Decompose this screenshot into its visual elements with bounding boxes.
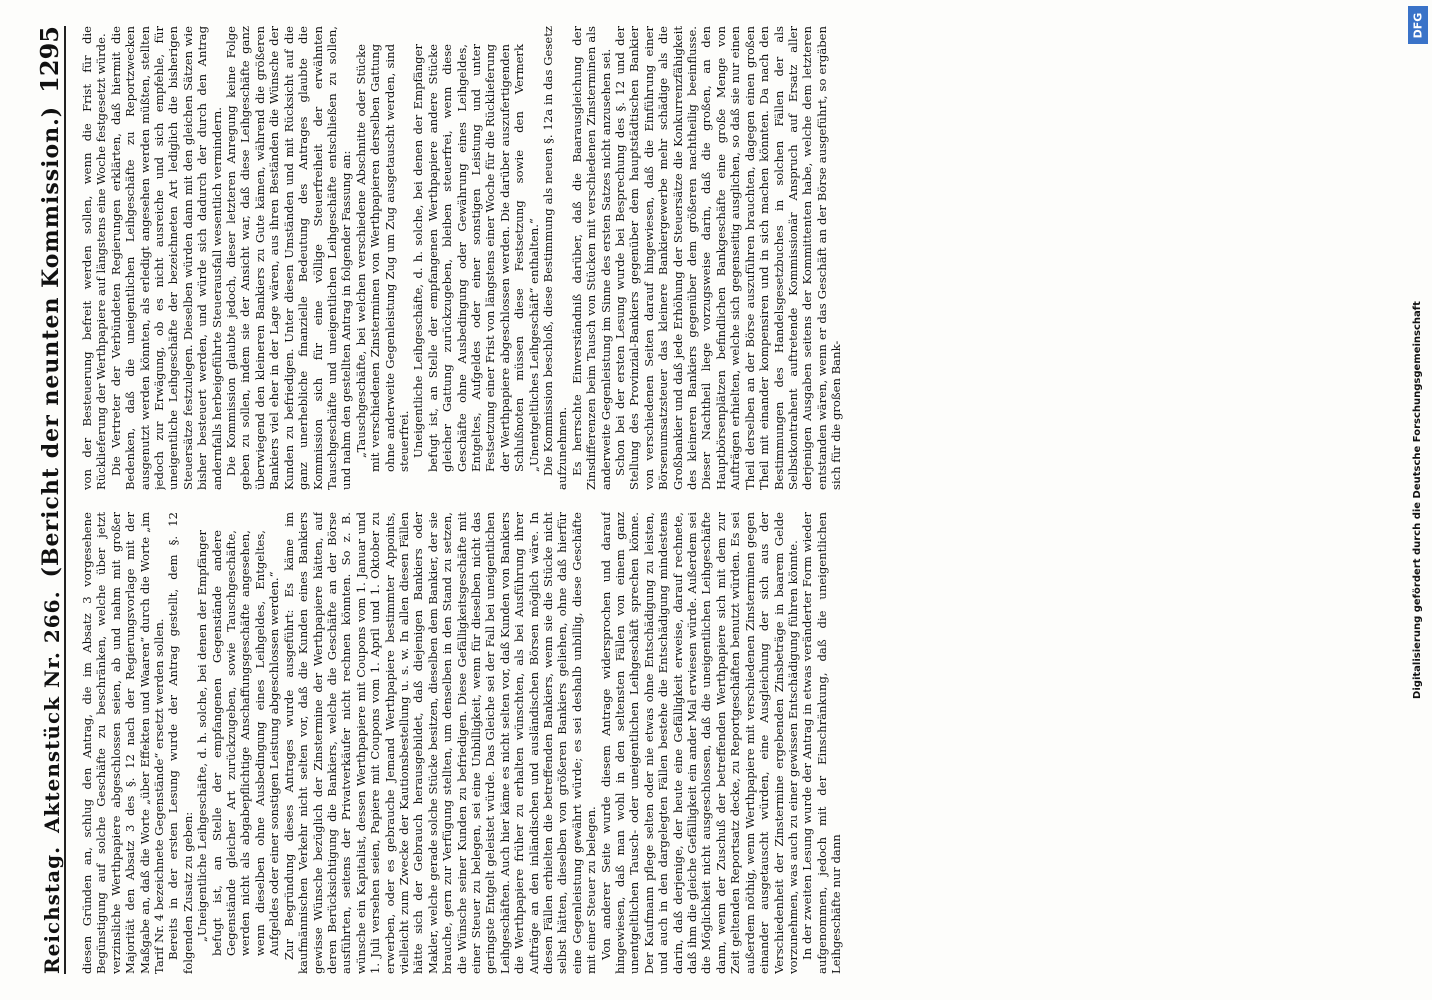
- paragraph: Es herrschte Einverständniß darüber, daß die Baarausgleichung der Zinsdifferenzen beim Tausch von Stücken mit verschiedenen Zinsterminen als anderweite Gegenleistung im Sinne des ersten Satzes nicht anzusehen sei.: [569, 26, 613, 490]
- right-page-body: [72, 26, 1402, 490]
- rotated-page: [20, 20, 1412, 980]
- dfg-logo: DFG: [1408, 6, 1428, 44]
- paragraph: Die Vertreter der Verbündeten Regierungen erklärten, daß hiermit die Bedenken, daß die uneigentlichen Leihgeschäfte zu Reportzwecken ausgenutzt werden könnten, als erledigt angesehen werden müßten, stellten jedoch zur Erwägung, ob es nicht ausreiche und sich empfehle, für uneigentliche Leihgeschäfte der bezeichneten Art lediglich die bisherigen Steuersätze festzulegen. Dieselben würden dann mit den gleichen Sätzen wie bisher besteuert werden, und würde sich dadurch der durch den Antrag andernfalls herbeigeführte Steuerausfall wesentlich vermindern.: [108, 26, 224, 490]
- paragraph: Zur Begründung dieses Antrages wurde ausgeführt: Es käme im kaufmännischen Verkehr nicht selten vor, daß die Kunden eines Bankiers gewisse Wünsche bezüglich der Zinstermine der Werthpapiere hätten, auf deren Berücksichtigung die Bankiers, welche die Geschäfte an der Börse ausführten, seitens der Privatverkäufer nicht rechnen könnten. So z. B. wünsche ein Kapitalist, dessen Werthpapiere mit Coupons vom 1. Januar und 1. Juli versehen seien, Papiere mit Coupons vom 1. April und 1. Oktober zu erwerben, oder es gebrauche Jemand Werthpapiere bestimmter Appoints, vielleicht zum Zwecke der Kautionsbestellung u. s. w. In allen diesen Fällen hätte sich der Gebrauch herausgebildet, daß diejenigen Bankiers oder Makler, welche gerade solche Stücke besitzen, dieselben dem Bankier, der sie brauche, gern zur Verfügung stellten, um denselben in den Stand zu setzen, die Wünsche seiner Kunden zu befriedigen. Diese Gefälligkeitsgeschäfte mit einer Steuer zu belegen, sei eine Unbilligkeit, wenn für dieselben nicht das geringste Entgelt geleistet würde. Das Gleiche sei der Fall bei uneigentlichen Leihgeschäften. Auch hier käme es nicht selten vor, daß Kunden von Bankiers die Werthpapiere früher zu erhalten wünschten, als bei Ausführung ihrer Aufträge an den inländischen und ausländischen Börsen möglich wäre. In diesen Fällen erhielten die betreffenden Bankiers, wenn sie die Stücke nicht selbst hätten, dieselben von größeren Bankiers geliehen, ohne daß hierfür eine Gegenleistung gewährt würde; es sei deshalb unbillig, diese Geschäfte mit einer Steuer zu belegen.: [281, 512, 599, 974]
- page-number: 1295: [35, 26, 64, 93]
- text-column-right: [80, 26, 1402, 490]
- header-report-title: (Bericht der neunten Kommission.): [38, 105, 64, 578]
- paragraph: Uneigentliche Leihgeschäfte, d. h. solche, bei denen der Empfänger befugt ist, an Stelle der empfangenen Werthpapiere andere Stücke gleicher Gattung zurückzugeben, bleiben steuerfrei, wenn diese Geschäfte ohne Ausbedingung oder Gewährung eines Leihgeldes, Entgeltes, Aufgeldes oder einer sonstigen Leistung und unter Festsetzung einer Frist von längstens einer Woche für die Rücklieferung der Werthpapiere abgeschlossen werden. Die darüber auszufertigenden Schlußnoten müssen diese Festsetzung sowie den Vermerk „Unentgeltliches Leihgeschäft“ enthalten.“: [411, 44, 541, 472]
- text-column-left: [80, 512, 1402, 974]
- paragraph: Bereits in der ersten Lesung wurde der Antrag gestellt, dem §. 12 folgenden Zusatz zu geben:: [166, 512, 195, 974]
- left-page-body: [72, 512, 1402, 974]
- paragraph: „Tauschgeschäfte, bei welchen verschiedene Abschnitte oder Stücke mit verschiedenen Zinsterminen von Werthpapieren derselben Gattung ohne anderweite Gegenleistung Zug um Zug ausgetauscht werden, sind steuerfrei.: [353, 44, 411, 472]
- paragraph: In der zweiten Lesung wurde der Antrag in etwas veränderter Form wieder aufgenommen, jedoch mit der Einschränkung, daß die uneigentlichen Leihgeschäfte nur dann: [800, 512, 844, 974]
- paragraph: von der Besteuerung befreit werden sollen, wenn die Frist für die Rücklieferung der Werthpapiere auf längstens eine Woche festgesetzt würde.: [80, 26, 109, 490]
- header-left: Reichstag.: [40, 845, 64, 974]
- paragraph: diesen Gründen an, schlug den Antrag, die im Absatz 3 vorgesehene Begünstigung auf solche Geschäfte zu beschränken, welche über jetzt verzinsliche Werthpapiere abgeschlossen seien, ab und nahm mit großer Majorität den Absatz 3 des §. 12 nach der Regierungsvorlage mit der Maßgabe an, daß die Worte „über Effekten und Waaren“ durch die Worte „im Tarif Nr. 4 bezeichnete Gegenstände“ ersetzt werden sollen.: [80, 512, 167, 974]
- paragraph: Von anderer Seite wurde diesem Antrage widersprochen und darauf hingewiesen, daß man wohl in den seltensten Fällen von einem ganz unentgeltlichen Tausch- oder uneigentlichen Leihgeschäft sprechen könne. Der Kaufmann pflege selten oder nie etwas ohne Entschädigung zu leisten, und auch in den dargelegten Fällen bestehe die Entschädigung mindestens darin, daß derjenige, der heute eine Gefälligkeit erweise, darauf rechnete, daß ihm die gleiche Gefälligkeit ein ander Mal erwiesen würde. Außerdem sei die Möglichkeit nicht ausgeschlossen, daß die uneigentlichen Leihgeschäfte dann, wenn der Zuschuß der betreffenden Werthpapiere sich mit dem zur Zeit geltenden Reportsatz decke, zu Reportgeschäften benutzt würden. Es sei außerdem nöthig, wenn Werthpapiere mit verschiedenen Zinsterminen gegen einander ausgetauscht würden, eine Ausgleichung der sich aus der Verschiedenheit der Zinstermine ergebenden Zinsbeträge in baarem Gelde vorzunehmen, was auch zu einer gewissen Entschädigung führen könnte.: [598, 512, 800, 974]
- paragraph: „Uneigentliche Leihgeschäfte, d. h. solche, bei denen der Empfänger befugt ist, an Stelle der empfangenen Gegenstände andere Gegenstände gleicher Art zurückzugeben, sowie Tauschgeschäfte, werden nicht als abgabepflichtige Anschaffungsgeschäfte angesehen, wenn dieselben ohne Ausbedingung eines Leihgeldes, Entgeltes, Aufgeldes oder einer sonstigen Leistung abgeschlossen werden.“: [195, 530, 282, 956]
- paragraph: Die Kommission beschloß, diese Bestimmung als neuen §. 12a in das Gesetz aufzunehmen.: [541, 26, 570, 490]
- paragraph: Schon bei der ersten Lesung wurde bei Besprechung des §. 12 und der Stellung des Provinzial-Bankiers gegenüber dem hauptstädtischen Bankier von verschiedenen Seiten darauf hingewiesen, daß die Einführung einer Börsenumsatzsteuer das kleinere Bankiergewerbe mehr schädige als die Großbankier und daß jede Erhöhung der Steuersätze die Konkurrenzfähigkeit des kleineren Bankiers gegenüber dem größeren nachtheilig beeinflusse. Dieser Nachtheil liege vorzugsweise darin, daß die großen, an den Hauptbörsenplätzen befindlichen Bankgeschäfte eine große Menge von Aufträgen erhielten, welche sich gegenseitig ausglichen, so daß sie nur einen Theil derselben an der Börse auszuführen brauchten, dagegen einen großen Theil mit einander kompensiren und in sich machen könnten. Da nach den Bestimmungen des Handelsgesetzbuches in solchen Fällen der als Selbstkontrahent auftretende Kommissionär Anspruch auf Ersatz aller derjenigen Ausgaben seitens der Kommittenten habe, welche dem letzteren entstanden wären, wenn er das Geschäft an der Börse ausgeführt, so ergäben sich für die großen Bank-: [613, 26, 844, 490]
- header-document-number: Aktenstück Nr. 266.: [40, 590, 64, 833]
- paragraph: Die Kommission glaubte jedoch, dieser letzteren Anregung keine Folge geben zu sollen, indem sie der Ansicht war, daß diese Leihgeschäfte ganz überwiegend den kleineren Bankiers zu Gute kämen, während die größeren Bankiers viel eher in der Lage wären, aus ihren Beständen die Wünsche der Kunden zu befriedigen. Unter diesen Umständen und mit Rücksicht auf die ganz unerhebliche finanzielle Bedeutung des Antrages glaubte die Kommission sich für eine völlige Steuerfreiheit der erwähnten Tauschgeschäfte und uneigentlichen Leihgeschäfte entschließen zu sollen, und nahm den gestellten Antrag in folgender Fassung an:: [224, 26, 354, 490]
- page-header: [24, 26, 66, 974]
- digitization-credit: Digitalisierung gefördert durch die Deutsche Forschungsgemeinschaft: [1412, 301, 1423, 699]
